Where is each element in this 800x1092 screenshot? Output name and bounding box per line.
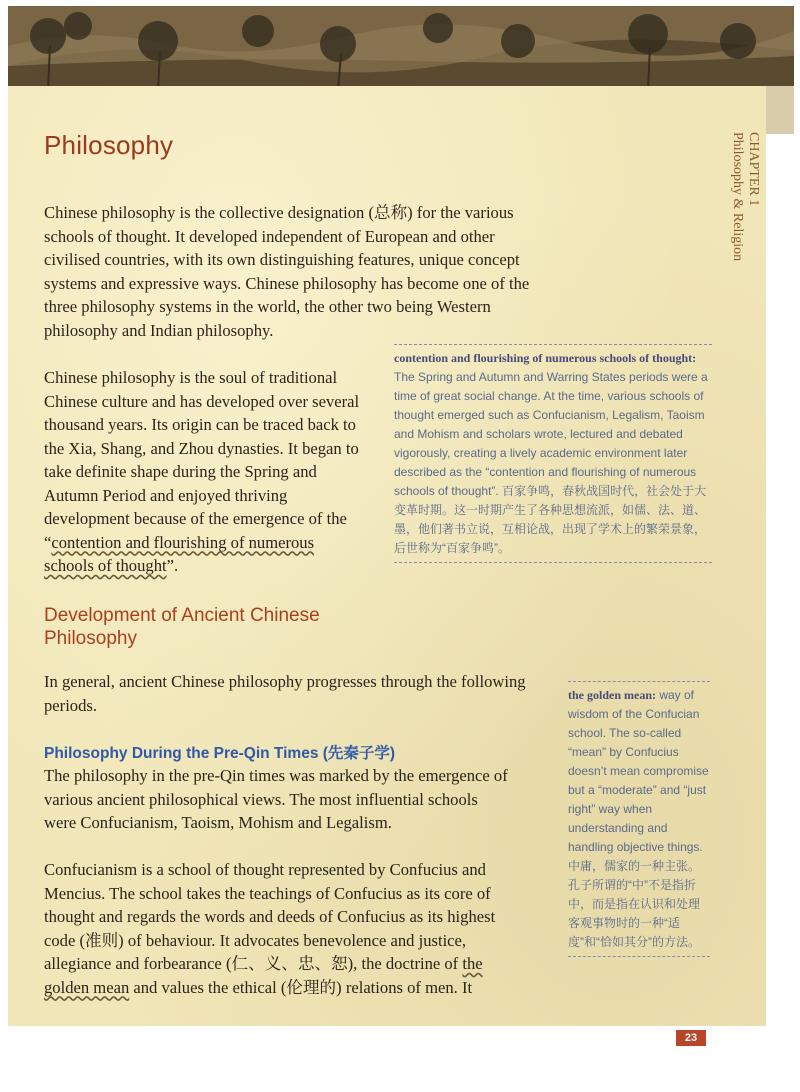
preqin-paragraph: The philosophy in the pre-Qin times was marked by the emergence of various ancient philosophical views. The most influential schools were Confucianism, Taoism, Mohism and Legalism. xyxy=(44,766,508,832)
glossary-term-contention[interactable]: contention and flourishing of numerous schools of thought xyxy=(44,532,315,575)
confucianism-text: Confucianism is a school of thought represented by Confucius and Mencius. The school takes the teachings of Confucius as its core of thought and regards the words and deeds of Confucius as its highest code (准则) of behaviour. It advocates benevolence and justice, allegiance and forbearance (仁、义、忠、恕), the doctrine of xyxy=(44,860,496,973)
sidenote-contention xyxy=(394,344,712,563)
page-edge xyxy=(766,86,794,134)
sidenote-contention-text: The Spring and Autumn and Warring States periods were a time of great social change. At the time, various schools of thought emerged such as Confucianism, Legalism, Taoism and Mohism and scholars wrote, lectured and debated vigorously, creating a lively academic environment later described as the “contention and flourishing of numerous schools of thought”. 百家争鸣，春秋战国时代，社会处于大变革时期。这一时期产生了各种思想流派，如儒、法、道、墨，他们著书立说，互相论战，出现了学术上的繁荣景象，后世称为“百家争鸣”。 xyxy=(394,370,708,555)
intro-paragraph: Chinese philosophy is the collective designation (总称) for the various schools of thought. It developed independent of European and other civilised countries, with its own distinguishing features, unique concept systems and expressive ways. Chinese philosophy has become one of the three philosophy systems in the world, the other two being Western philosophy and Indian philosophy. xyxy=(44,203,530,340)
sidenote-golden-mean-text: way of wisdom of the Confucian school. The so-called “mean” by Confucius doesn’t mean compromise but a “moderate” and “just right” way when understanding and handling objective things. 中庸，儒家的一种主张。孔子所谓的“中”不是指折中，而是指在认识和处理客观事物时的一种“适度”和“恰如其分”的方法。 xyxy=(568,688,709,949)
sidenote-golden-mean xyxy=(568,681,710,957)
origin-paragraph xyxy=(44,366,362,578)
chapter-number: CHAPTER 1 xyxy=(746,132,761,207)
section-heading: Development of Ancient Chinese Philosophy xyxy=(44,605,320,649)
page-title: Philosophy xyxy=(44,130,174,160)
chapter-label xyxy=(729,132,761,261)
confucianism-paragraph xyxy=(44,858,514,999)
header-painting-banner xyxy=(8,6,794,90)
origin-paragraph-text: Chinese philosophy is the soul of traditional Chinese culture and has developed over several thousand years. Its origin can be traced back to the Xia, Shang, and Zhou dynasties. It began to take definite shape during the Spring and Autumn Period and enjoyed thriving development because of the emergence of the “ xyxy=(44,368,360,552)
origin-paragraph-tail: ”. xyxy=(166,556,179,575)
chapter-title: Philosophy & Religion xyxy=(730,132,745,262)
sidenote-golden-mean-term: the golden mean: xyxy=(568,688,656,702)
confucianism-text-tail: and values the ethical (伦理的) relations of men. It xyxy=(129,977,473,997)
sidenote-contention-term: contention and flourishing of numerous schools of thought: xyxy=(394,351,697,365)
glossary-term-golden-mean[interactable]: the golden mean xyxy=(44,954,483,997)
section-intro: In general, ancient Chinese philosophy progresses through the following periods. xyxy=(44,672,526,715)
subsection-heading: Philosophy During the Pre-Qin Times (先秦子学) xyxy=(44,745,396,762)
page-number: 23 xyxy=(676,1030,706,1046)
